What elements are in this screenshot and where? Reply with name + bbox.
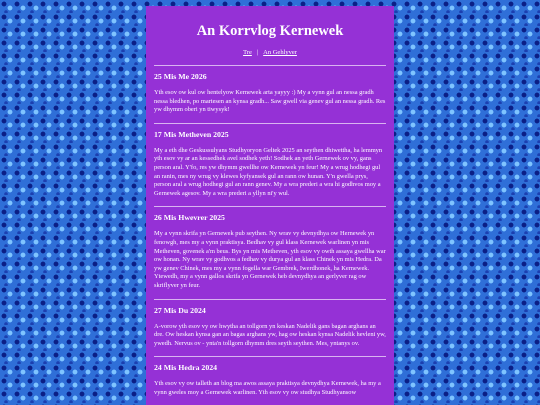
divider [154,123,386,124]
post-date: 24 Mis Hedra 2024 [154,363,218,373]
blog-post [154,306,386,349]
divider [154,65,386,66]
site-nav [154,49,386,56]
post-body: My a eth dhe Geskussulyans Studhyoryon Geltek 2025 an seythen dhiwettha, ha lemmyn yth esov vy ar an kessedhek avel sodhek yeth! Sodhek an yeth Gernewek ov vy, gans person aral. Y'fo, res yw dhymm gwellhe ow Kernewek yn feur! My a wrug hodhegi gul an ranin, mes ny wrug vy klewes kyfyansek gul an rann ow hunan. Y'n gwella prys, person aral a wrug hodhegi gul an rann genev. My a wra prederi a wra hi godhvos moy a Gernewek agesov. My a wra prederi a yllyn ni'y wul. [154,146,383,197]
post-body: My a vynn skrifa yn Gernewek pub seythen. Ny wrav vy devnydhya ow Hernewek yn fenowgh, mes my a vynn praktisya. Bedhav vy gul klass Kernewek warlinen yn mis Metheven, govenek a'm beus. Bys yn mis Metheven, yth esov vy owth assaya gwellha war ow honan. Ny wrav vy godhvos a fedhav vy durya gul an klass Chinek yn mis Hedra. Da yw genev Chinek, mes my a vynn fogella war Gembrek, Iwerdhonek, ha Kernewek. Ytewedh, my a vynn gallos skrifa yn Gernewek heb devnydhya an gerlyver rag ow skriflyver yn feur. [154,230,386,289]
post-date: 27 Mis Du 2024 [154,305,206,315]
divider [154,206,386,207]
nav-separator: | [256,49,259,56]
post-date: 26 Mis Hwevrer 2025 [154,213,225,223]
site-title: An Korrvlog Kernewek [196,23,344,39]
blog-panel [146,6,394,405]
divider [154,299,386,300]
blog-post [154,363,386,397]
nav-link-home[interactable]: Tre [243,49,252,56]
post-body: A-vorow yth esov vy ow hwytha an tollgorn yn keskan Nadelik gans bagan arghans an dre. Ow heskan kynsa gan an bagas arghans yw, hag ow heskan kynsa Nadelik hevleni yw, ywedh. Nervus ov - ynta'n tollgorn dhymm dres seyth seythen. Mes, yntanys ov. [154,322,386,347]
blog-post [154,72,386,115]
post-date: 25 Mis Me 2026 [154,72,207,81]
post-date: 17 Mis Metheven 2025 [154,129,229,139]
post-body: Yth esov ow kul ow hentelyow Kernewek arta yayyy :) My a vynn gul an nessa gradh nessa bledhen, po martesen an kynsa gradh... Saw gwell via genev gul an nessa gradh. Res yw dhymm oberi yn tiwysyk! [154,89,386,114]
blog-post [154,213,386,290]
divider [154,356,386,357]
blog-post [154,130,386,199]
post-body: Yth esov vy ow talleth an blog ma awos assaya praktisya devnydhya Kernewek, ha my a vynn gweles moy a Gernewek warlinen. Yth esov vy ow studhya Studhyansow [154,380,381,396]
nav-link-glossary[interactable]: An Gehlyver [263,49,297,56]
